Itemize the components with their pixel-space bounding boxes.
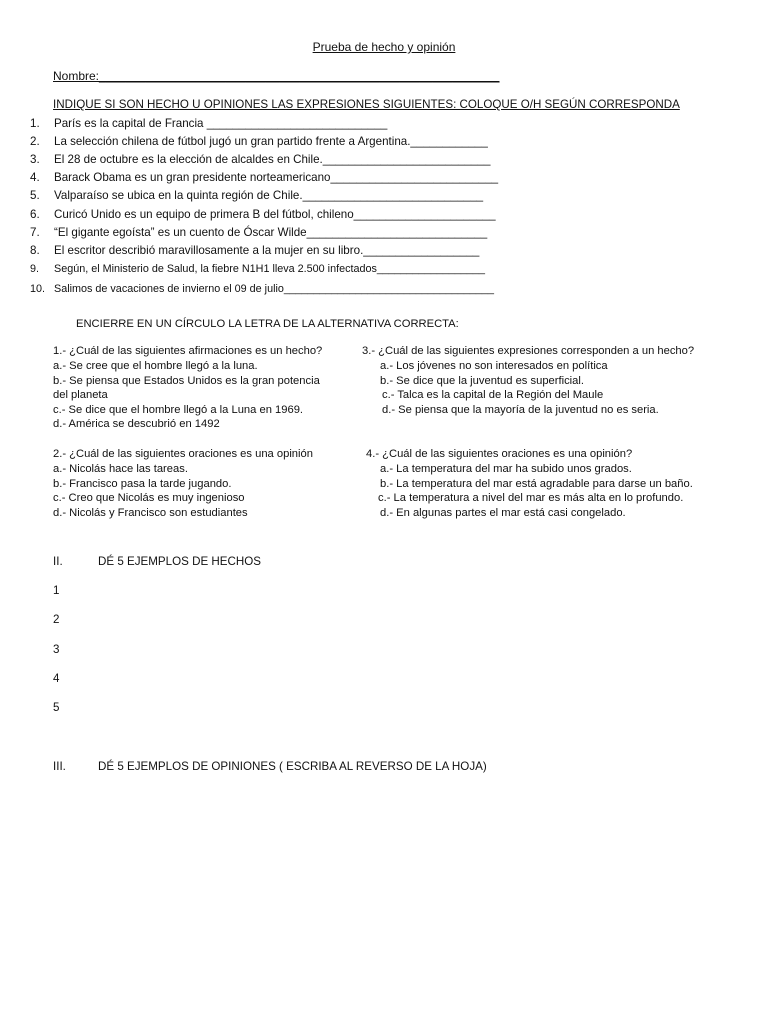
item-text: El 28 de octubre es la elección de alcaldes en Chile.__________________________: [54, 153, 491, 166]
list-item: [30, 135, 488, 148]
question-1-option-c[interactable]: c.- Se dice que el hombre llegó a la Luna en 1969.: [53, 404, 304, 416]
item-text: Según, el Ministerio de Salud, la fiebre N1H1 lleva 2.500 infectados__________________: [54, 263, 485, 275]
question-1-option-b[interactable]: b.- Se piensa que Estados Unidos es la gran potencia: [53, 375, 320, 387]
example-number: 4: [53, 672, 60, 685]
item-text: El escritor describió maravillosamente a la mujer en su libro.__________________: [54, 244, 480, 257]
list-item: [30, 171, 498, 184]
item-text: Valparaíso se ubica en la quinta región de Chile.____________________________: [54, 189, 484, 202]
question-1-option-b-cont: del planeta: [53, 389, 108, 401]
item-text: Barack Obama es un gran presidente norteamericano__________________________: [54, 171, 499, 184]
question-3-option-a[interactable]: a.- Los jóvenes no son interesados en política: [380, 360, 608, 372]
question-4-stem: 4.- ¿Cuál de las siguientes oraciones es una opinión?: [366, 448, 633, 460]
question-3-option-d[interactable]: d.- Se piensa que la mayoría de la juventud no es seria.: [382, 404, 659, 416]
question-2-option-d[interactable]: d.- Nicolás y Francisco son estudiantes: [53, 507, 248, 519]
example-number: 3: [53, 643, 60, 656]
section-2-text: DÉ 5 EJEMPLOS DE HECHOS: [98, 555, 261, 568]
item-number: 9.: [30, 263, 40, 275]
section-3-roman: III.: [53, 760, 66, 773]
question-3-option-b[interactable]: b.- Se dice que la juventud es superficial.: [380, 375, 584, 387]
example-number: 1: [53, 584, 60, 597]
question-4-option-b[interactable]: b.- La temperatura del mar está agradable para darse un baño.: [380, 478, 693, 490]
example-number: 5: [53, 701, 60, 714]
page-title: Prueba de hecho y opinión: [312, 40, 456, 54]
question-3-stem: 3.- ¿Cuál de las siguientes expresiones corresponden a un hecho?: [362, 345, 695, 357]
section-3-text: DÉ 5 EJEMPLOS DE OPINIONES ( ESCRIBA AL REVERSO DE LA HOJA): [98, 760, 487, 773]
question-3-option-c[interactable]: c.- Talca es la capital de la Región del Maule: [382, 389, 604, 401]
question-2-stem: 2.- ¿Cuál de las siguientes oraciones es una opinión: [53, 448, 313, 460]
item-text: Curicó Unido es un equipo de primera B del fútbol, chileno______________________: [54, 208, 496, 221]
question-2-option-c[interactable]: c.- Creo que Nicolás es muy ingenioso: [53, 492, 245, 504]
item-number: 1.: [30, 117, 40, 130]
item-text: “El gigante egoísta” es un cuento de Óscar Wilde____________________________: [54, 226, 488, 239]
list-item: [30, 244, 479, 257]
question-1-stem: 1.- ¿Cuál de las siguientes afirmaciones es un hecho?: [53, 345, 323, 357]
item-text: París es la capital de Francia ____________________________: [54, 117, 388, 130]
item-number: 4.: [30, 171, 40, 184]
item-text: La selección chilena de fútbol jugó un gran partido frente a Argentina.____________: [54, 135, 488, 148]
item-number: 6.: [30, 208, 40, 221]
list-item: [30, 263, 485, 275]
question-4-option-c[interactable]: c.- La temperatura a nivel del mar es más alta en lo profundo.: [378, 492, 684, 504]
item-number: 10.: [30, 283, 46, 295]
item-number: 2.: [30, 135, 40, 148]
question-1-option-d[interactable]: d.- América se descubrió en 1492: [53, 418, 220, 430]
list-item: [30, 117, 387, 130]
item-number: 8.: [30, 244, 40, 257]
question-4-option-d[interactable]: d.- En algunas partes el mar está casi congelado.: [380, 507, 626, 519]
section-2-heading: [53, 555, 261, 568]
question-4-option-a[interactable]: a.- La temperatura del mar ha subido unos grados.: [380, 463, 632, 475]
list-item: [30, 283, 494, 295]
item-number: 5.: [30, 189, 40, 202]
instruction-hecho-opinion: INDIQUE SI SON HECHO U OPINIONES LAS EXPRESIONES SIGUIENTES: COLOQUE O/H SEGÚN CORRESPONDA: [53, 98, 680, 111]
list-item: [30, 226, 487, 239]
name-field-line: Nombre:____________________________________________________________: [53, 69, 500, 83]
question-2-option-b[interactable]: b.- Francisco pasa la tarde jugando.: [53, 478, 232, 490]
item-text: Salimos de vacaciones de invierno el 09 de julio___________________________________: [54, 283, 495, 295]
list-item: [30, 208, 496, 221]
section-3-heading: [53, 760, 487, 773]
list-item: [30, 189, 483, 202]
item-number: 3.: [30, 153, 40, 166]
instruction-multiple-choice: ENCIERRE EN UN CÍRCULO LA LETRA DE LA ALTERNATIVA CORRECTA:: [76, 318, 459, 330]
section-2-roman: II.: [53, 555, 63, 568]
question-2-option-a[interactable]: a.- Nicolás hace las tareas.: [53, 463, 188, 475]
example-number: 2: [53, 613, 60, 626]
question-1-option-a[interactable]: a.- Se cree que el hombre llegó a la luna.: [53, 360, 258, 372]
item-number: 7.: [30, 226, 40, 239]
list-item: [30, 153, 490, 166]
